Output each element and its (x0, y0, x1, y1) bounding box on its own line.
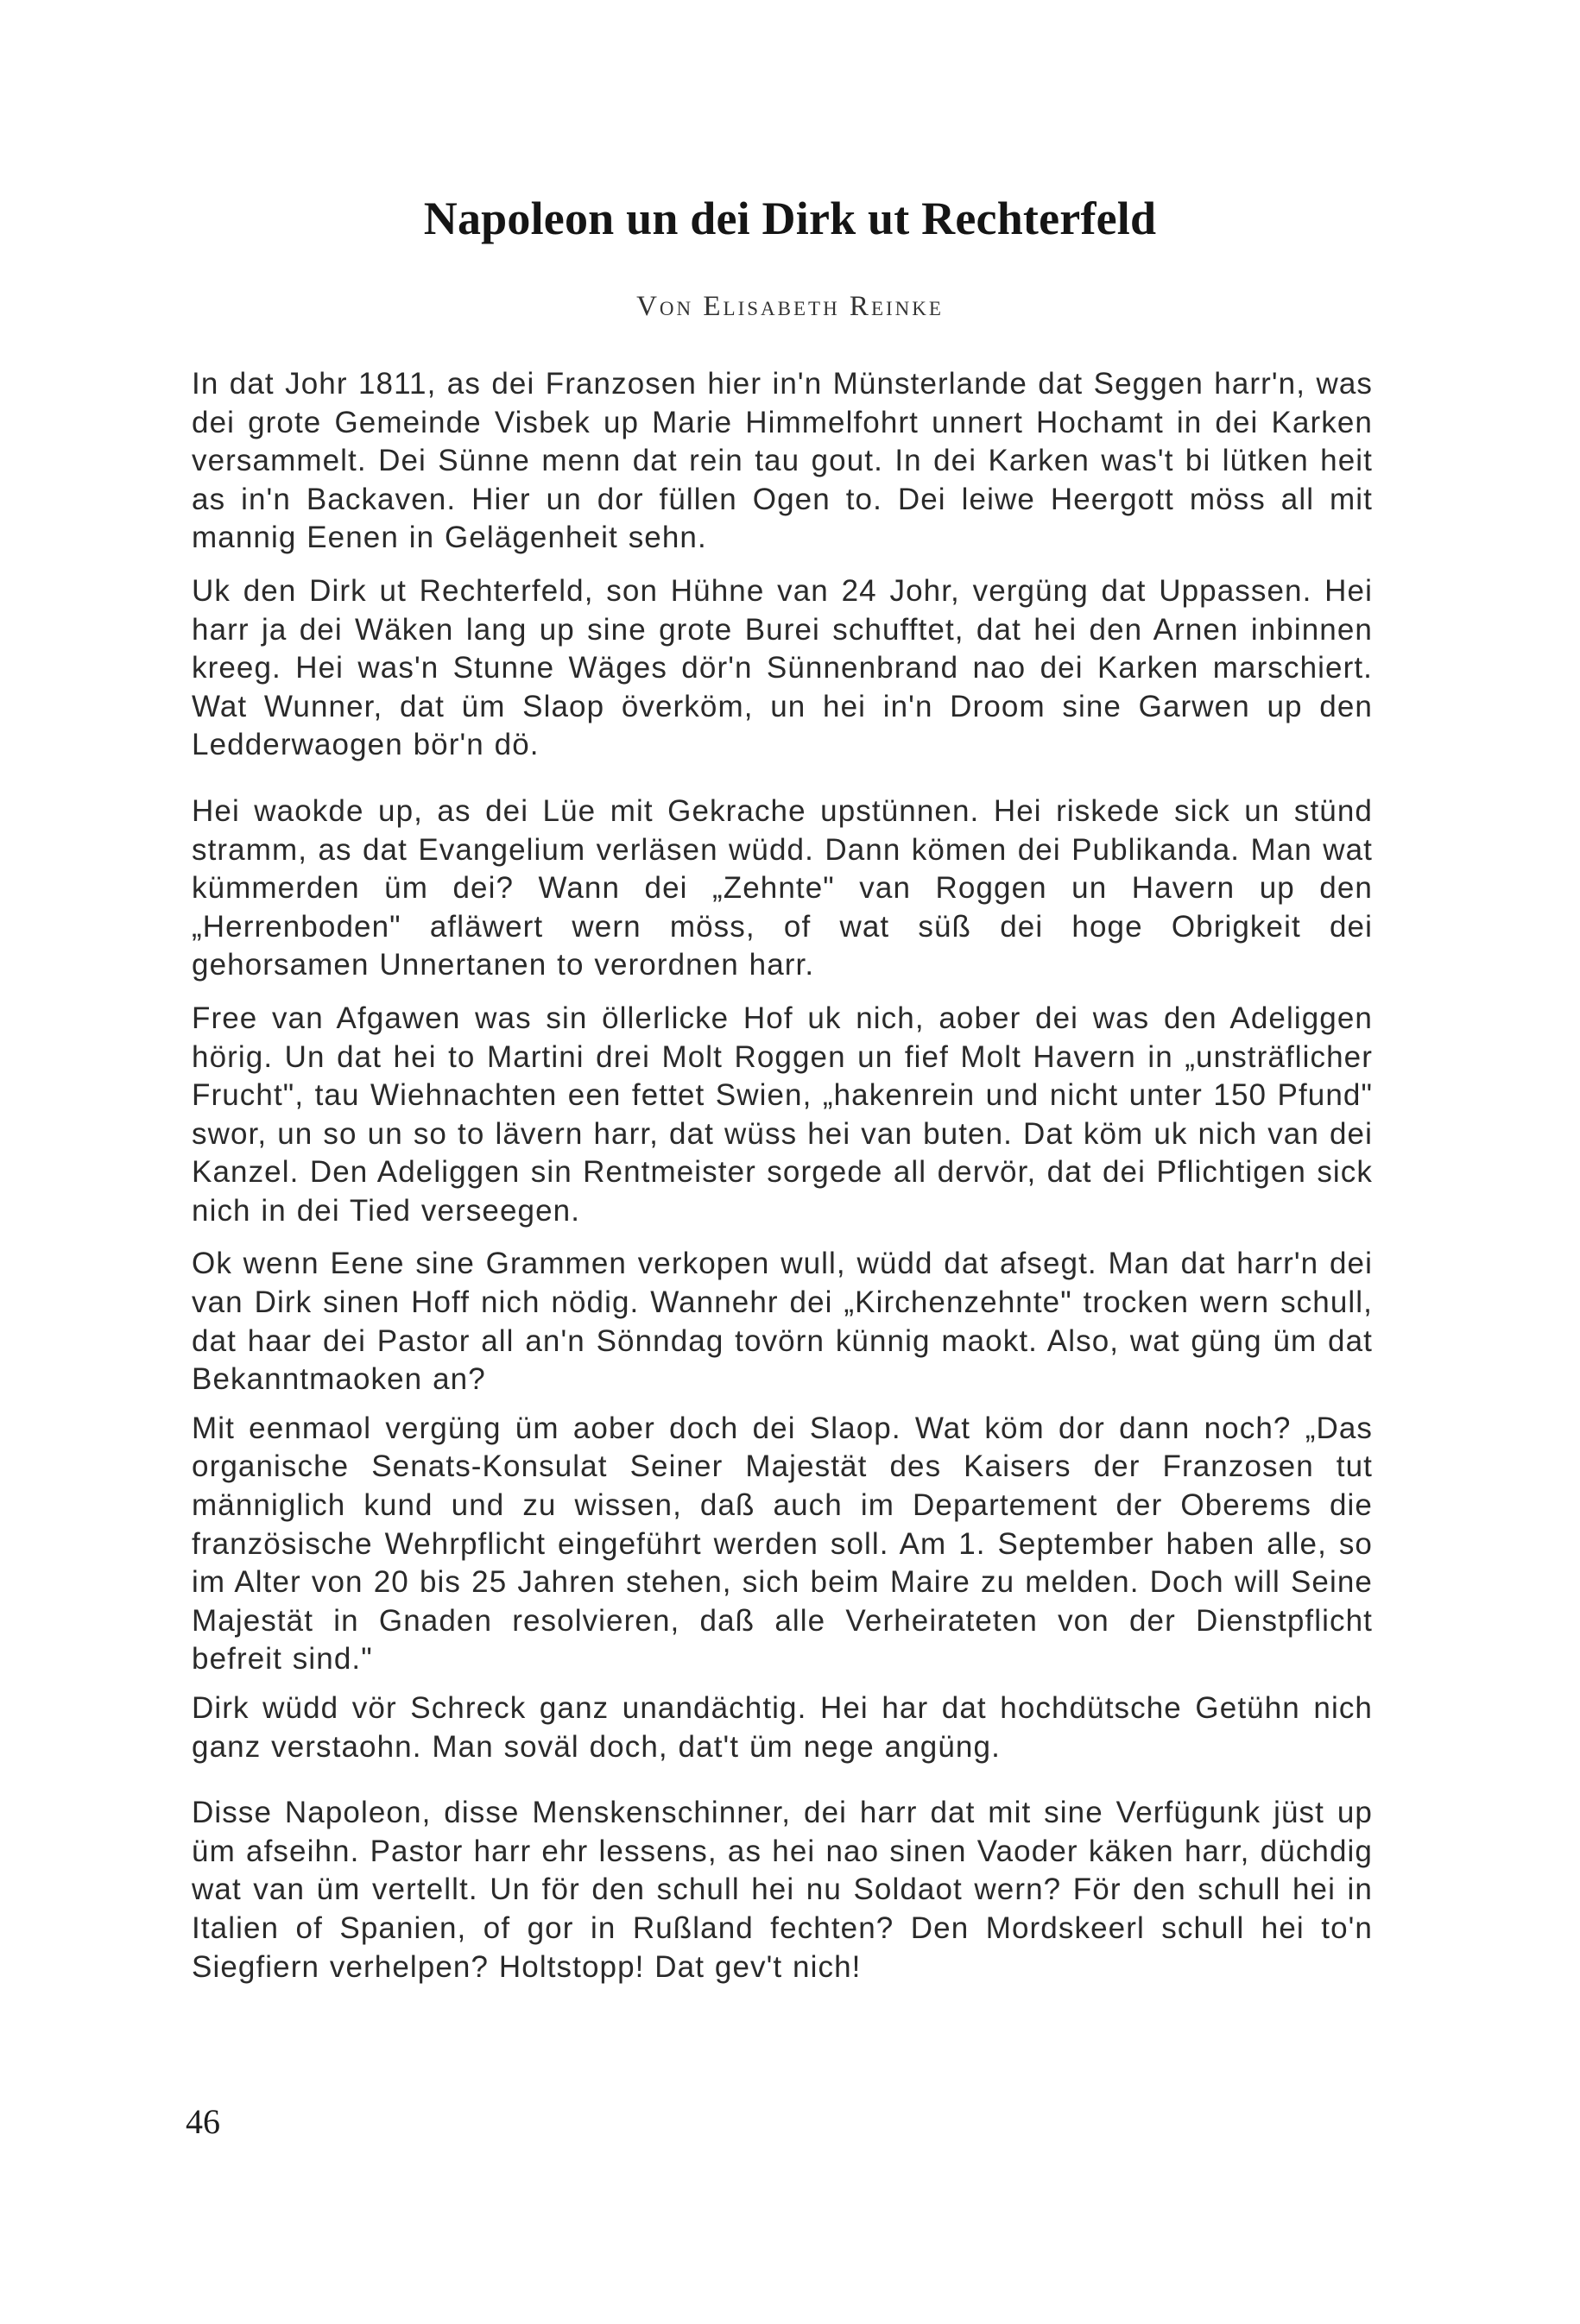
paragraph: Mit eenmaol vergüng üm aober doch dei Slaop. Wat köm dor dann noch? „Das organische Senats-Konsulat Seiner Majestät des Kaisers der Franzosen tut männiglich kund und zu wissen, daß auch im Departement der Oberems die französische Wehrpflicht eingeführt werden soll. Am 1. September haben alle, so im Alter von 20 bis 25 Jahren stehen, sich beim Maire zu melden. Doch will Seine Majestät in Gnaden resolvieren, daß alle Verheirateten von der Dienstpflicht befreit sind." (192, 1411, 1373, 1677)
paragraph: Uk den Dirk ut Rechterfeld, son Hühne van 24 Johr, vergüng dat Uppassen. Hei harr ja dei Wäken lang up sine grote Burei schufftet, dat hei den Arnen inbinnen kreeg. Hei was'n Stunne Wäges dör'n Sünnenbrand nao dei Karken marschiert. Wat Wunner, dat üm Slaop överköm, un hei in'n Droom sine Garwen up den Ledderwaogen bör'n dö. (192, 573, 1373, 762)
paragraph: Free van Afgawen was sin öllerlicke Hof uk nich, aober dei was den Adeliggen hörig. Un dat hei to Martini drei Molt Roggen un fief Molt Havern in „unsträflicher Frucht", tau Wiehnachten een fettet Swien, „hakenrein und nicht unter 150 Pfund" swor, un so un so to lävern harr, dat wüss hei van buten. Dat köm uk nich van dei Kanzel. Den Adeliggen sin Rentmeister sorgede all dervör, dat dei Pflichtigen sick nich in dei Tied verseegen. (192, 1001, 1373, 1228)
paragraph: Ok wenn Eene sine Grammen verkopen wull, wüdd dat afsegt. Man dat harr'n dei van Dirk sinen Hoff nich nödig. Wannehr dei „Kirchenzehnte" trocken wern schull, dat haar dei Pastor all an'n Sönndag tovörn künnig maokt. Also, wat güng üm dat Bekanntmaoken an? (192, 1247, 1373, 1397)
article-title: Napoleon un dei Dirk ut Rechterfeld (423, 193, 1157, 244)
page-number: 46 (186, 2102, 220, 2141)
paragraph: Hei waokde up, as dei Lüe mit Gekrache upstünnen. Hei riskede sick un stünd stramm, as dat Evangelium verläsen wüdd. Dann kömen dei Publikanda. Man wat kümmerden üm dei? Wann dei „Zehnte" van Roggen un Havern up den „Herrenboden" afläwert wern möss, of wat süß dei hoge Obrigkeit dei gehorsamen Unnertanen to verordnen harr. (192, 793, 1373, 982)
paragraph: In dat Johr 1811, as dei Franzosen hier in'n Münsterlande dat Seggen harr'n, was dei grote Gemeinde Visbek up Marie Himmelfohrt unnert Hochamt in dei Karken versammelt. Dei Sünne menn dat rein tau gout. In dei Karken was't bi lütken heit as in'n Backaven. Hier un dor füllen Ogen to. Dei leiwe Heergott möss all mit mannig Eenen in Gelägenheit sehn. (192, 367, 1373, 555)
article-author: Von Elisabeth Reinke (636, 291, 944, 322)
paragraph: Dirk wüdd vör Schreck ganz unandächtig. Hei har dat hochdütsche Getühn nich ganz verstaohn. Man soväl doch, dat't üm nege angüng. (192, 1691, 1373, 1764)
paragraph: Disse Napoleon, disse Menskenschinner, dei harr dat mit sine Verfügunk jüst up üm afseihn. Pastor harr ehr lessens, as hei nao sinen Vaoder käken harr, düchdig wat van üm vertellt. Un för den schull hei nu Soldaot wern? För den schull hei in Italien of Spanien, of gor in Rußland fechten? Den Mordskeerl schull hei to'n Siegfiern verhelpen? Holtstopp! Dat gev't nich! (192, 1796, 1373, 1984)
article-body (192, 365, 1373, 1986)
